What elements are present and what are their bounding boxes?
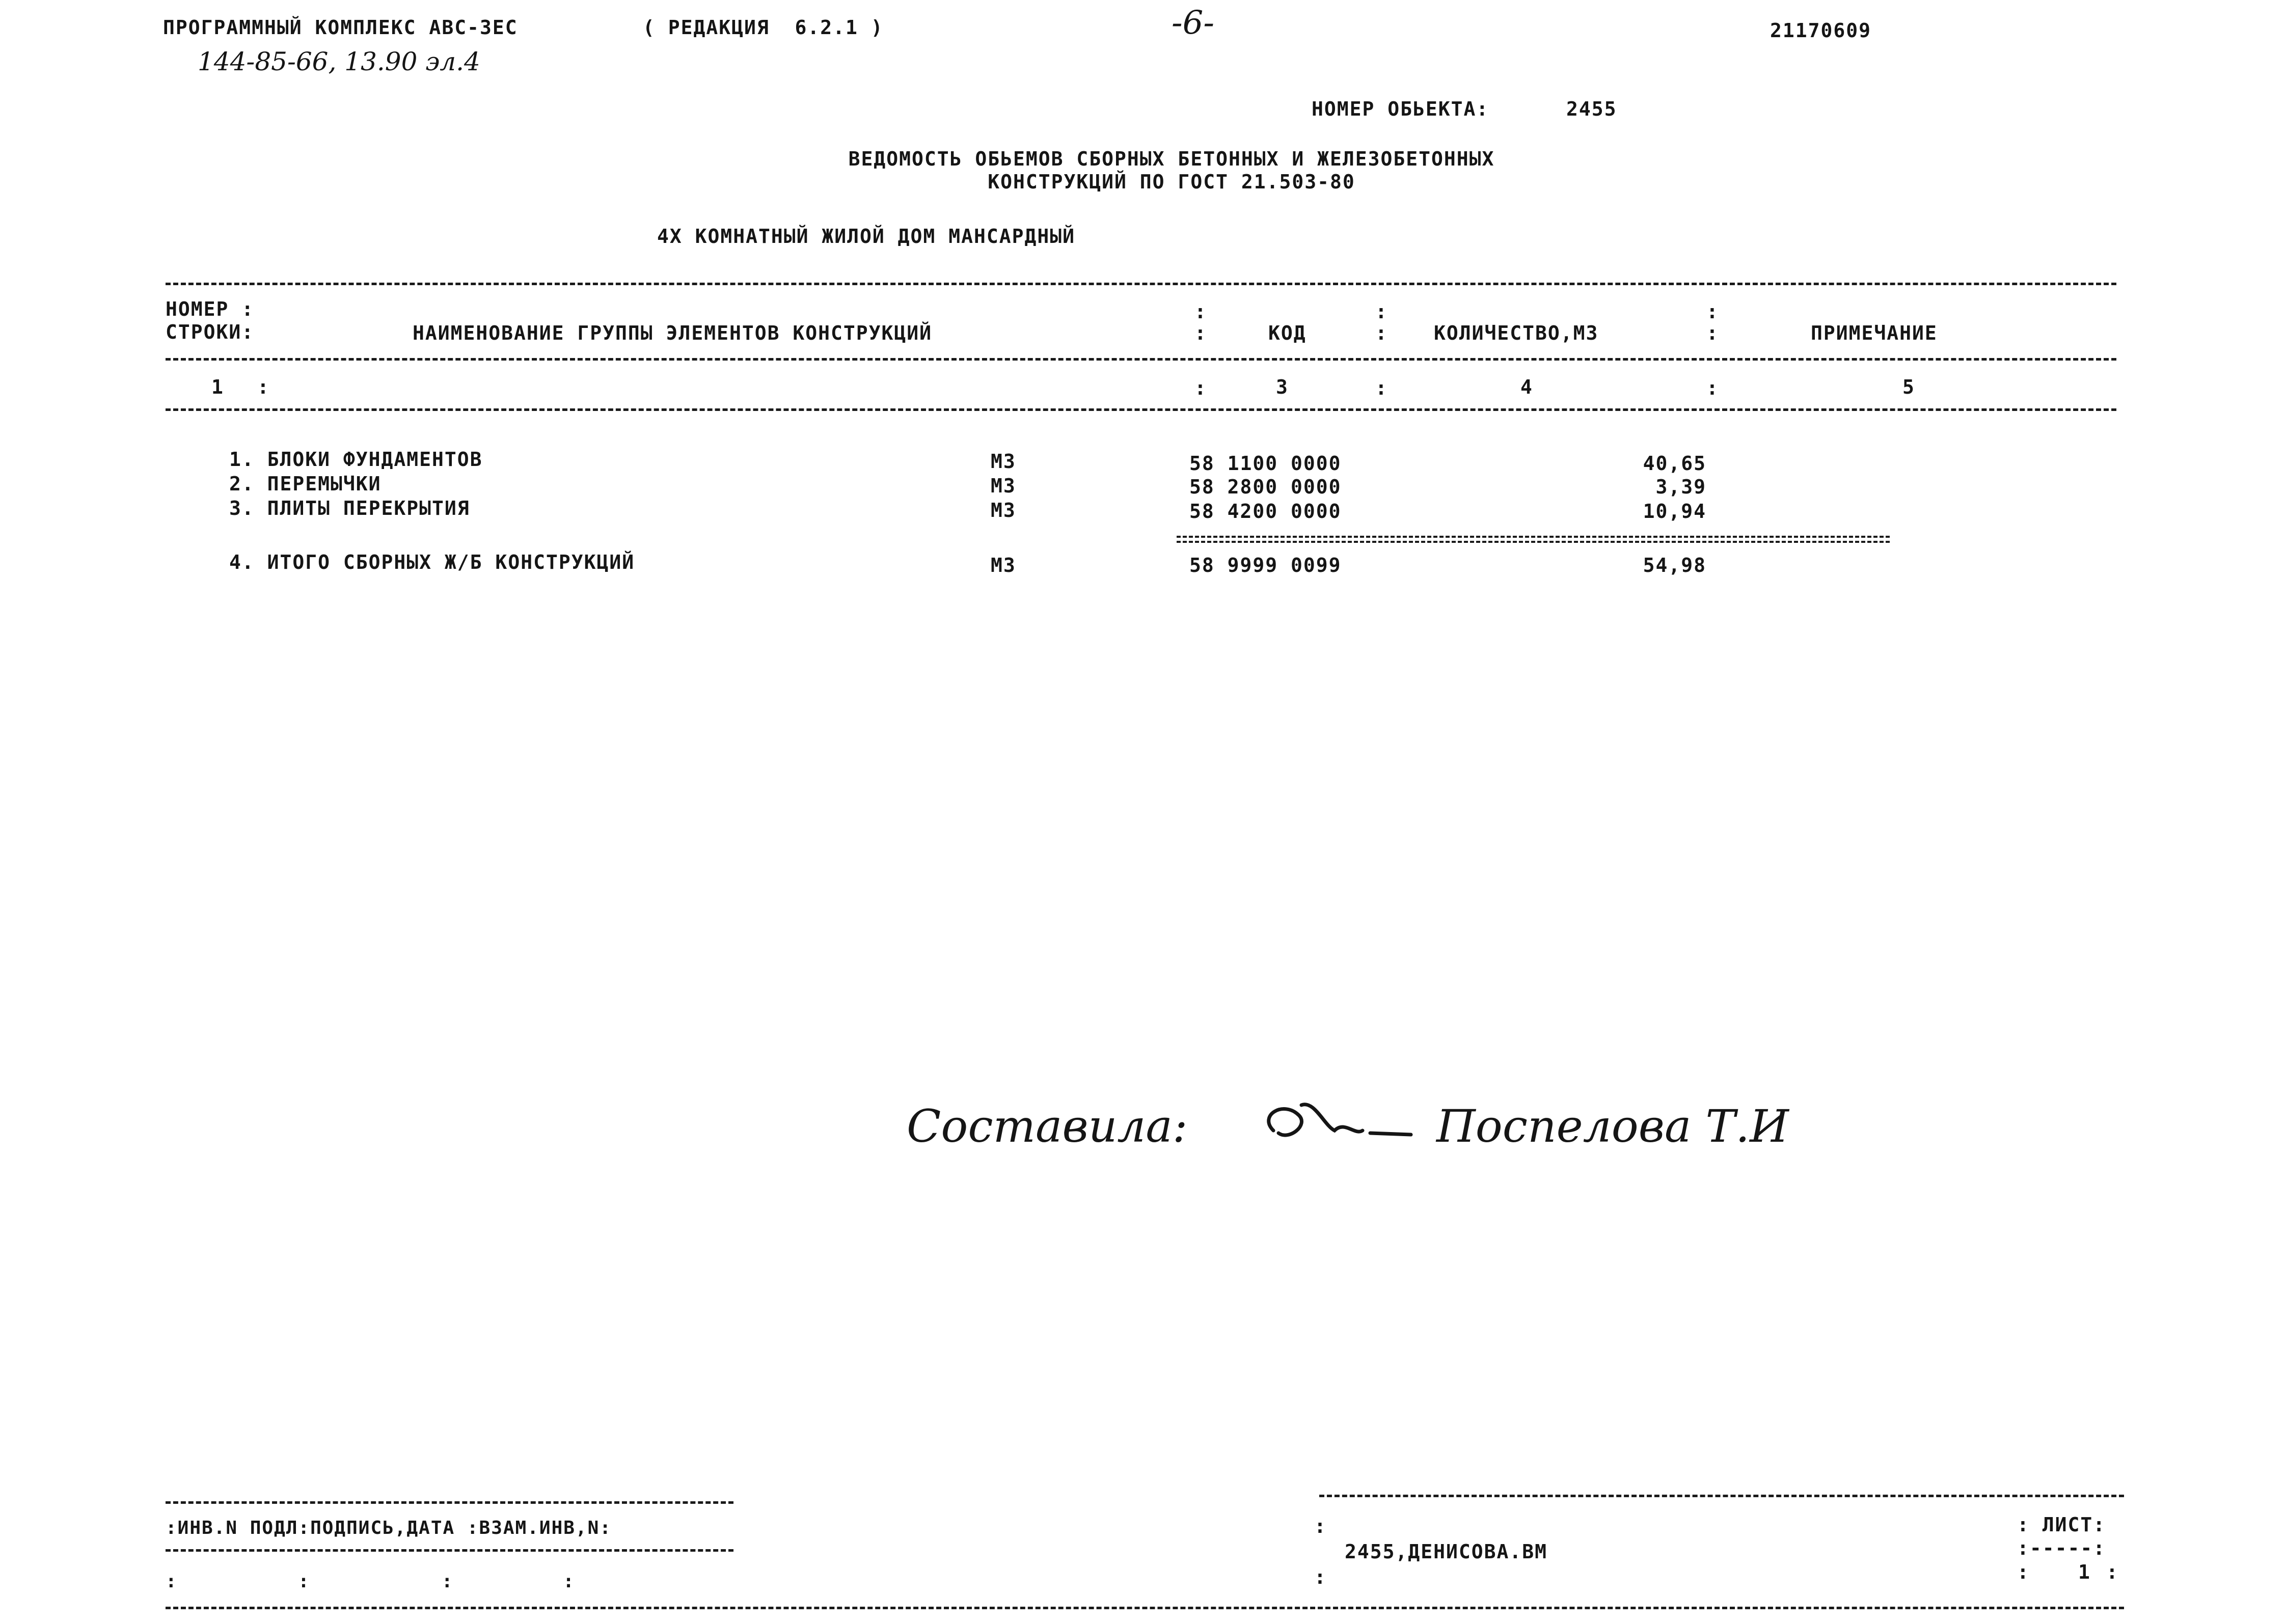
total-rule-upper	[1177, 536, 1890, 538]
footer-left-header: :ИНВ.N ПОДЛ:ПОДПИСЬ,ДАТА :ВЗАМ.ИНВ,N:	[166, 1518, 612, 1538]
footer-left-mid-rule	[166, 1549, 733, 1552]
signature-scribble	[1253, 1095, 1416, 1156]
header-note: ПРИМЕЧАНИЕ	[1811, 322, 1938, 344]
compiler-name: Поспелова Т.И	[1436, 1100, 1789, 1152]
document-title-line2: КОНСТРУКЦИЙ ПО ГОСТ 21.503-80	[988, 171, 1355, 193]
row-code: 58 2800 0000	[1189, 476, 1342, 498]
row-element-name: 2. ПЕРЕМЫЧКИ	[229, 473, 382, 495]
total-element-name: 4. ИТОГО СБОРНЫХ Ж/Б КОНСТРУКЦИЙ	[229, 551, 635, 573]
document-subtitle: 4Х КОМНАТНЫЙ ЖИЛОЙ ДОМ МАНСАРДНЫЙ	[657, 225, 1075, 247]
file-identifier: 2455,ДЕНИСОВА.ВМ	[1345, 1540, 1548, 1563]
header-quantity: КОЛИЧЕСТВО,М3	[1434, 322, 1599, 344]
sheet-separator: :-----:	[2017, 1537, 2106, 1559]
column-separator: :	[1194, 322, 1207, 344]
row-element-name: 3. ПЛИТЫ ПЕРЕКРЫТИЯ	[229, 497, 470, 519]
row-unit: М3	[991, 499, 1016, 521]
handwritten-reference: 144-85-66, 13.90 эл.4	[198, 47, 480, 76]
sheet-number: 1	[2078, 1561, 2091, 1583]
row-quantity: 40,65	[1643, 452, 1706, 475]
row-code: 58 4200 0000	[1189, 500, 1342, 522]
total-rule-lower	[1177, 541, 1890, 543]
sheet-label: : ЛИСТ:	[2017, 1513, 2106, 1536]
column-number: 4	[1520, 376, 1533, 398]
total-unit: М3	[991, 554, 1016, 576]
table-top-rule	[166, 283, 2116, 285]
table-column-number-rule	[166, 408, 2116, 411]
object-label: НОМЕР ОБЬЕКТА:	[1312, 98, 1489, 120]
program-edition: ( РЕДАКЦИЯ 6.2.1 )	[643, 16, 884, 39]
compiled-by-label: Составила:	[907, 1100, 1188, 1152]
row-code: 58 1100 0000	[1189, 452, 1342, 475]
footer-left-top-rule	[166, 1501, 733, 1504]
row-quantity: 3,39	[1655, 476, 1706, 498]
column-number: 3	[1276, 376, 1289, 398]
table-header-rule	[166, 358, 2116, 361]
column-separator: :	[1375, 377, 1388, 399]
column-separator: :	[2017, 1561, 2030, 1583]
row-unit: М3	[991, 450, 1016, 473]
program-name: ПРОГРАММНЫЙ КОМПЛЕКС АВС-3ЕС	[163, 16, 518, 39]
object-number: 2455	[1566, 98, 1617, 120]
column-separator: :	[1314, 1515, 1327, 1537]
column-separator: :	[1706, 300, 1719, 323]
row-element-name: 1. БЛОКИ ФУНДАМЕНТОВ	[229, 448, 483, 471]
column-separator: :	[257, 376, 270, 398]
column-separator: :	[1194, 300, 1207, 323]
document-code: 21170609	[1770, 19, 1872, 42]
header-row-number-1: НОМЕР :	[166, 298, 255, 320]
row-quantity: 10,94	[1643, 500, 1706, 522]
column-number: 1	[211, 376, 224, 398]
column-separator: :	[1375, 300, 1388, 323]
column-number: 5	[1902, 376, 1915, 398]
footer-left-cells: : : : :	[166, 1571, 574, 1592]
column-separator: :	[2106, 1561, 2119, 1583]
column-separator: :	[1706, 322, 1719, 344]
document-title-line1: ВЕДОМОСТЬ ОБЬЕМОВ СБОРНЫХ БЕТОННЫХ И ЖЕЛЕЗОБЕТОННЫХ	[848, 148, 1495, 170]
column-separator: :	[1314, 1566, 1327, 1588]
header-row-number-2: СТРОКИ:	[166, 321, 255, 343]
column-separator: :	[1194, 377, 1207, 399]
header-element-name: НАИМЕНОВАНИЕ ГРУППЫ ЭЛЕМЕНТОВ КОНСТРУКЦИЙ	[413, 322, 932, 344]
column-separator: :	[1375, 322, 1388, 344]
row-unit: М3	[991, 475, 1016, 497]
page-number: -6-	[1172, 4, 1214, 42]
footer-bottom-rule	[166, 1607, 2124, 1609]
total-quantity: 54,98	[1643, 554, 1706, 576]
header-code: КОД	[1268, 322, 1307, 344]
footer-right-top-rule	[1319, 1495, 2124, 1497]
total-code: 58 9999 0099	[1189, 554, 1342, 576]
column-separator: :	[1706, 377, 1719, 399]
